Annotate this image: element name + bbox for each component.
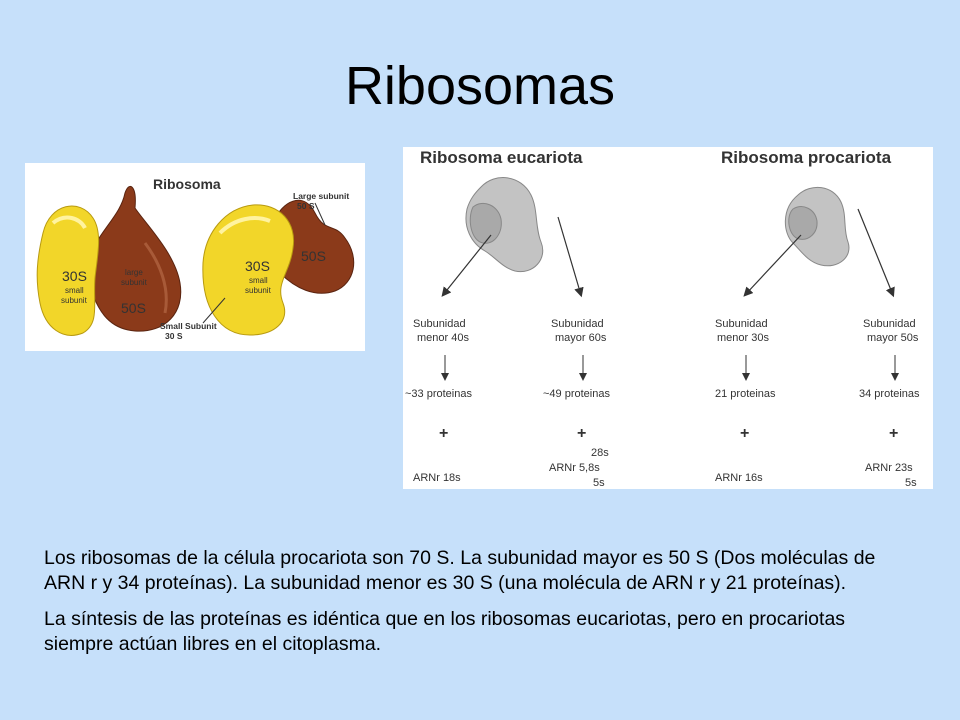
ribosome-comparison-svg <box>403 147 933 489</box>
eucariota-arrow-menor <box>443 235 491 295</box>
left-large-line2: subunit <box>121 278 147 287</box>
small-subunit-callout: Small Subunit <box>160 321 217 331</box>
left-small-line2: subunit <box>61 296 87 305</box>
procariota-ribosome-inner <box>789 207 817 240</box>
euc-mayor-line1: Subunidad <box>551 318 604 330</box>
pro-mayor-plus: + <box>889 425 899 442</box>
pro-menor-proteins: 21 proteinas <box>715 388 776 400</box>
pro-mayor-proteins: 34 proteinas <box>859 388 920 400</box>
pro-menor-line1: Subunidad <box>715 318 768 330</box>
euc-mayor-rna-mid: ARNr 5,8s <box>549 462 600 474</box>
body-text <box>44 546 914 668</box>
right-large-code: 50S <box>301 248 326 264</box>
left-small-line1: small <box>65 286 84 295</box>
ribosome-illustration <box>25 163 365 351</box>
pro-menor-line2: menor 30s <box>717 332 769 344</box>
left-large-line1: large <box>125 268 143 277</box>
ribosome-illustration-svg <box>25 163 365 351</box>
left-small-code: 30S <box>62 268 87 284</box>
euc-mayor-rna-bot: 5s <box>593 477 605 489</box>
right-small-line2: subunit <box>245 286 271 295</box>
pro-mayor-rna-bot: 5s <box>905 477 917 489</box>
pro-mayor-line1: Subunidad <box>863 318 916 330</box>
left-large-code: 50S <box>121 300 146 316</box>
euc-mayor-line2: mayor 60s <box>555 332 607 344</box>
pro-mayor-line2: mayor 50s <box>867 332 919 344</box>
small-subunit-callout-value: 30 S <box>165 331 183 341</box>
euc-mayor-proteins: ~49 proteinas <box>543 388 610 400</box>
right-small-line1: small <box>249 276 268 285</box>
procariota-arrow-menor <box>745 235 801 295</box>
euc-menor-proteins: ~33 proteinas <box>405 388 472 400</box>
euc-menor-line2: menor 40s <box>417 332 469 344</box>
right-small-code: 30S <box>245 258 270 274</box>
body-paragraph-1: Los ribosomas de la célula procariota son 70 S. La subunidad mayor es 50 S (Dos moléculas de ARN r y 34 proteínas). La subunidad menor es 30 S (una molécula de ARN r y 21 proteínas). <box>44 547 876 594</box>
euc-mayor-rna-top: 28s <box>591 447 609 459</box>
pro-menor-plus: + <box>740 425 750 442</box>
euc-menor-plus: + <box>439 425 449 442</box>
euc-menor-line1: Subunidad <box>413 318 466 330</box>
procariota-arrow-mayor <box>858 209 893 295</box>
procariota-heading: Ribosoma procariota <box>721 148 892 167</box>
illustration-heading: Ribosoma <box>153 176 221 192</box>
pro-menor-rna: ARNr 16s <box>715 472 763 484</box>
eucariota-ribosome-inner <box>470 203 501 243</box>
euc-menor-rna: ARNr 18s <box>413 472 461 484</box>
euc-mayor-plus: + <box>577 425 587 442</box>
slide-title: Ribosomas <box>344 56 616 116</box>
eucariota-arrow-mayor <box>558 217 581 295</box>
large-subunit-callout-value: 50 S <box>297 201 315 211</box>
pro-mayor-rna: ARNr 23s <box>865 462 913 474</box>
eucariota-heading: Ribosoma eucariota <box>420 148 583 167</box>
large-subunit-callout: Large subunit <box>293 191 350 201</box>
ribosome-comparison-diagram <box>403 147 933 489</box>
body-paragraph-2: La síntesis de las proteínas es idéntica que en los ribosomas eucariotas, pero en procariotas siempre actúan libres en el citoplasma. <box>44 608 846 655</box>
